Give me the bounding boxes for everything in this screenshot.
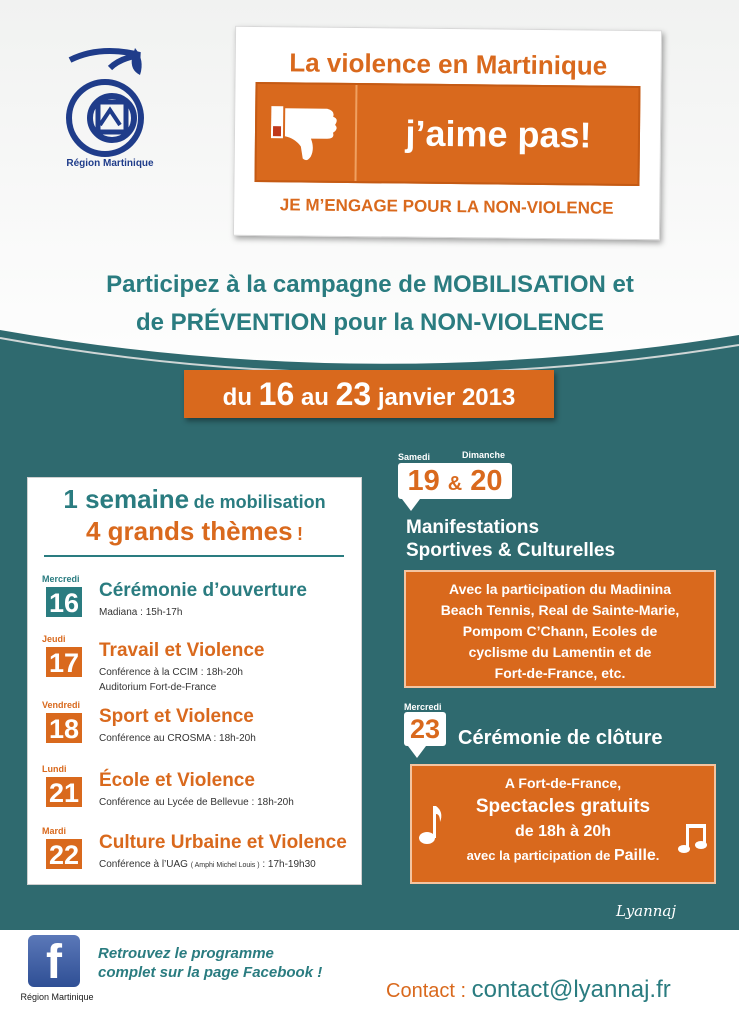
event-detail-line: Conférence au CROSMA : 18h-20h [99,733,256,744]
headline-line2: de PRÉVENTION pour la NON-VIOLENCE [135,309,605,336]
themes-panel [27,477,362,885]
bubble-tail [402,499,420,511]
day-amp: & [447,473,463,495]
weekend-detail-line: Avec la participation du Madinina [449,581,671,597]
contact-email[interactable]: contact@lyannaj.fr [471,976,671,1003]
contact-label: Contact : [386,980,467,1002]
event-date: 16 [44,585,84,619]
event-item [42,634,362,692]
panel-line2 [28,516,361,547]
date-start: 16 [258,376,295,412]
panel-themes: 4 grands thèmes [85,516,293,546]
facebook-icon[interactable] [28,935,80,987]
panel-mobilisation: de mobilisation [193,492,326,512]
closing-line2: Spectacles gratuits [475,796,651,817]
weekend-detail-line: Beach Tennis, Real de Sainte-Marie, [440,602,680,618]
event-day: Jeudi [42,634,66,644]
event-detail-b: ( Amphi Michel Louis ) [190,862,260,869]
event-day: Mardi [42,826,67,836]
closing-line4-a: avec la participation de [466,848,611,863]
day1-number: 19 [407,465,440,497]
day1-label: Samedi [398,452,431,462]
facebook-caption: Région Martinique [20,992,94,1002]
facebook-letter: f [46,936,62,987]
facebook-text [98,944,322,982]
event-detail [99,731,256,746]
event-item [42,574,362,632]
event-detail-line: Conférence au Lycée de Bellevue : 18h-20h [99,797,294,808]
thumbs-down-icon [271,104,344,165]
event-title: École et Violence [99,770,255,791]
header-slogan: j’aime pas! [405,112,592,156]
event-detail-c: : 17h-19h30 [262,859,316,870]
event-detail-a: Conférence à l’UAG [99,859,188,870]
event-date: 18 [44,711,84,745]
weekend-title [406,516,615,562]
event-detail [99,665,243,695]
day2-label: Dimanche [462,450,506,460]
closing-day-label: Mercredi [404,702,442,712]
header-card [233,26,662,240]
event-detail-line: Conférence à la CCIM : 18h-20h [99,667,243,678]
date-end: 23 [335,376,372,412]
event-date: 22 [44,837,84,871]
region-logo [40,40,180,180]
headline [20,266,720,342]
event-date: 21 [44,775,84,809]
closing-details [410,764,716,884]
closing-title: Cérémonie de clôture [458,727,663,749]
event-day: Lundi [42,764,67,774]
event-title: Cérémonie d’ouverture [99,580,307,601]
date-middle: au [300,384,329,411]
weekend-dates [398,463,512,499]
weekend-details [404,570,716,688]
event-title: Culture Urbaine et Violence [99,832,347,853]
closing-line4-c: . [655,848,660,863]
closing-date: 23 [404,712,446,746]
header-title: La violence en Martinique [289,47,608,81]
event-title: Sport et Violence [99,706,254,727]
panel-exclaim: ! [297,524,304,544]
day2-number: 20 [470,465,503,497]
closing-line1: A Fort-de-France, [504,775,622,791]
event-detail [99,795,294,810]
music-note-icon [418,802,444,846]
logo-caption: Région Martinique [66,158,154,169]
event-date: 17 [44,645,84,679]
closing-line3: de 18h à 20h [514,823,612,840]
panel-week: 1 semaine [63,484,190,514]
event-detail-line: Madiana : 15h-17h [99,607,183,618]
bubble-tail [408,746,426,758]
event-detail-line: Auditorium Fort-de-France [99,682,217,693]
panel-divider [44,555,344,557]
event-item [42,764,362,822]
date-suffix: janvier 2013 [377,384,516,411]
event-detail-line [99,857,316,873]
event-detail [99,605,182,620]
header-band [254,82,640,186]
event-title: Travail et Violence [99,640,265,661]
facebook-text-line2: complet sur la page Facebook ! [98,964,323,981]
event-day: Mercredi [42,574,80,584]
panel-line1 [28,484,361,515]
header-subtitle: JE M’ENGAGE POUR LA NON-VIOLENCE [279,195,614,218]
weekend-title-line2: Sportives & Culturelles [406,540,616,561]
date-prefix: du [222,384,252,411]
weekend-detail-line: Pompom C’Chann, Ecoles de [462,623,658,639]
event-detail [99,857,316,873]
event-item [42,826,362,884]
event-day: Vendredi [42,700,81,710]
closing-line4 [412,844,714,868]
lyannaj-signature: Lyannaj [616,902,677,920]
region-martinique-logo-icon [40,40,180,158]
contact [386,976,671,1004]
music-note-icon [678,822,710,854]
headline-line1: Participez à la campagne de MOBILISATION et [106,271,634,298]
facebook-text-line1: Retrouvez le programme [98,945,274,962]
thumb-box [256,84,357,181]
weekend-detail-line: Fort-de-France, etc. [494,665,626,681]
weekend-title-line1: Manifestations [406,517,540,538]
date-banner [184,370,554,418]
weekend-detail-line: cyclisme du Lamentin et de [468,644,652,660]
closing-line4-b: Paille [613,847,656,864]
event-item [42,700,362,758]
